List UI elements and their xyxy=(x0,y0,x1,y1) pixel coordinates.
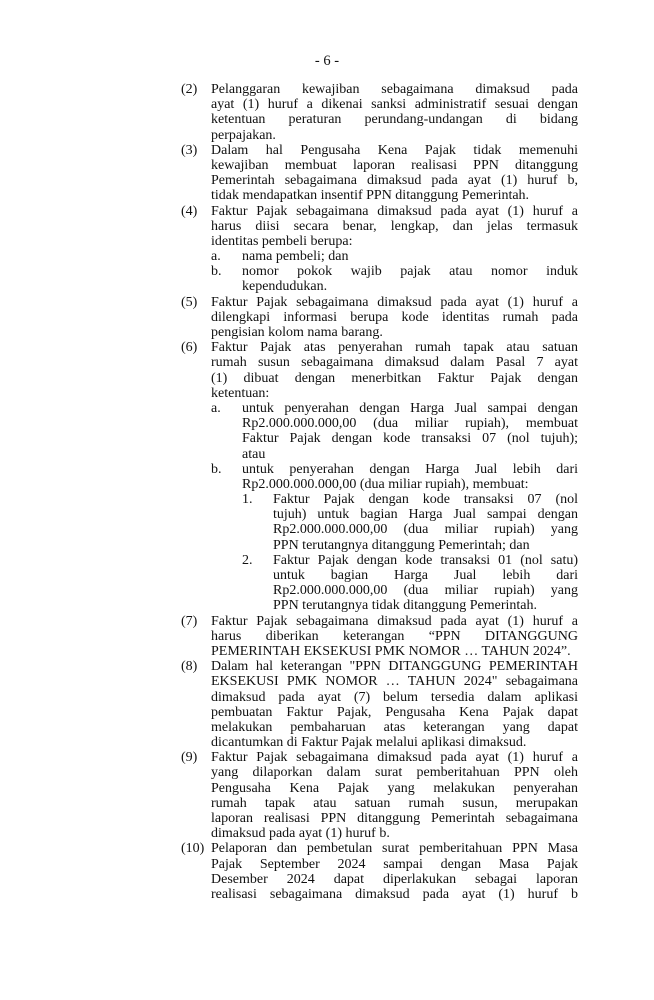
sub-item xyxy=(211,462,578,614)
item-label: (8) xyxy=(181,659,198,675)
text-line: laporan realisasi PPN ditanggung Pemerintah sebagaimana xyxy=(211,811,578,826)
paragraph-item xyxy=(181,340,578,613)
paragraph-item xyxy=(181,659,578,750)
paragraph-item xyxy=(181,295,578,341)
item-label: (5) xyxy=(181,294,198,310)
text-line: Faktur Pajak dengan kode transaksi 01 (nol satu) xyxy=(273,552,578,568)
document-body xyxy=(181,82,578,902)
item-label: (2) xyxy=(181,82,198,97)
text-line: Dalam hal keterangan "PPN DITANGGUNG PEMERINTAH xyxy=(211,659,578,675)
text-line: nomor pokok wajib pajak atau nomor induk xyxy=(242,264,578,280)
item-label: (3) xyxy=(181,142,198,158)
text-line: Dalam hal Pengusaha Kena Pajak tidak memenuhi xyxy=(211,142,578,158)
text-line: kewajiban membuat laporan realisasi PPN ditanggung xyxy=(211,157,578,173)
text-line: tujuh) untuk bagian Harga Jual sampai dengan xyxy=(273,507,578,523)
text-line: Pengusaha Kena Pajak yang melakukan penyerahan xyxy=(211,780,578,796)
text-line: nama pembeli; dan xyxy=(242,249,349,265)
text-line: realisasi sebagaimana dimaksud pada ayat (1) huruf b xyxy=(211,886,578,902)
text-line: Rp2.000.000.000,00 (dua miliar rupiah), membuat: xyxy=(242,476,529,492)
text-line: Faktur Pajak atas penyerahan rumah tapak atau satuan xyxy=(211,340,578,356)
item-label: a. xyxy=(211,249,221,265)
item-label: (7) xyxy=(181,613,198,629)
text-line: ayat (1) huruf a dikenai sanksi administratif sesuai dengan xyxy=(211,97,578,113)
text-line: Faktur Pajak sebagaimana dimaksud pada ayat (1) huruf a xyxy=(211,203,578,219)
text-line: tidak mendapatkan insentif PPN ditanggung Pemerintah. xyxy=(211,188,530,204)
paragraph-item xyxy=(181,614,578,660)
item-label: (10) xyxy=(181,841,205,857)
text-line: EKSEKUSI PMK NOMOR … TAHUN 2024" sebagaimana xyxy=(211,674,578,690)
paragraph-item xyxy=(181,82,578,143)
text-line: harus diberikan keterangan “PPN DITANGGUNG xyxy=(211,628,578,644)
text-line: kependudukan. xyxy=(242,279,328,295)
sub-item xyxy=(211,264,578,294)
paragraph-item xyxy=(181,841,578,902)
text-line: Pelanggaran kewajiban sebagaimana dimaksud pada xyxy=(211,82,578,97)
text-line: rumah tapak atau satuan rumah susun, merupakan xyxy=(211,795,578,811)
text-line: (1) dibuat dengan menerbitkan Faktur Pajak dengan xyxy=(211,370,578,386)
item-label: b. xyxy=(211,264,222,280)
text-line: atau xyxy=(242,446,266,462)
paragraph-item xyxy=(181,750,578,841)
text-line: untuk bagian Harga Jual lebih dari xyxy=(273,568,578,583)
text-line: Faktur Pajak sebagaimana dimaksud pada ayat (1) huruf a xyxy=(211,750,578,766)
text-line: Faktur Pajak sebagaimana dimaksud pada ayat (1) huruf a xyxy=(211,613,578,629)
item-label: a. xyxy=(211,400,221,416)
text-line: Faktur Pajak dengan kode transaksi 07 (nol tujuh); xyxy=(242,431,578,447)
sub-item xyxy=(211,401,578,462)
text-line: ketentuan peraturan perundang-undangan di bidang xyxy=(211,112,578,128)
text-line: dicantumkan di Faktur Pajak melalui aplikasi dimaksud. xyxy=(211,735,527,751)
text-line: Pelaporan dan pembetulan surat pemberitahuan PPN Masa xyxy=(211,841,578,857)
text-line: Faktur Pajak sebagaimana dimaksud pada ayat (1) huruf a xyxy=(211,294,578,310)
text-line: Rp2.000.000.000,00 (dua miliar rupiah) yang xyxy=(273,583,578,599)
text-line: PPN terutangnya tidak ditanggung Pemerintah. xyxy=(273,598,538,614)
sub-item xyxy=(242,553,578,614)
paragraph-item xyxy=(181,143,578,204)
text-line: Pajak September 2024 sampai dengan Masa Pajak xyxy=(211,856,578,872)
sub-item xyxy=(242,492,578,553)
text-line: identitas pembeli berupa: xyxy=(211,233,353,249)
text-line: dimaksud pada ayat (7) belum tersedia dalam aplikasi xyxy=(211,689,578,705)
page-number: - 6 - xyxy=(314,53,340,69)
item-label: (4) xyxy=(181,203,198,219)
text-line: dilengkapi informasi berupa kode identitas rumah pada xyxy=(211,309,578,325)
text-line: dimaksud pada ayat (1) huruf b. xyxy=(211,826,390,842)
item-label: (9) xyxy=(181,750,198,766)
text-line: Pemerintah sebagaimana dimaksud pada ayat (1) huruf b, xyxy=(211,173,578,189)
item-label: (6) xyxy=(181,340,198,356)
text-line: untuk penyerahan dengan Harga Jual lebih dari xyxy=(242,461,578,477)
text-line: Rp2.000.000.000,00 (dua miliar rupiah), membuat xyxy=(242,416,578,432)
text-line: yang dilaporkan dalam surat pemberitahuan PPN oleh xyxy=(211,765,578,781)
item-label: b. xyxy=(211,461,222,477)
sub-item xyxy=(211,249,578,264)
text-line: harus diisi secara benar, lengkap, dan jelas termasuk xyxy=(211,218,578,234)
text-line: Rp2.000.000.000,00 (dua miliar rupiah) yang xyxy=(273,522,578,538)
text-line: melakukan pembaharuan atas keterangan yang dapat xyxy=(211,719,578,735)
text-line: PPN terutangnya ditanggung Pemerintah; dan xyxy=(273,537,530,553)
text-line: untuk penyerahan dengan Harga Jual sampai dengan xyxy=(242,400,578,416)
paragraph-item xyxy=(181,204,578,295)
text-line: pembuatan Faktur Pajak, Pengusaha Kena Pajak dapat xyxy=(211,704,578,720)
text-line: ketentuan: xyxy=(211,385,270,401)
text-line: pengisian kolom nama barang. xyxy=(211,325,383,340)
item-label: 2. xyxy=(242,552,253,568)
text-line: PEMERINTAH EKSEKUSI PMK NOMOR … TAHUN 2024”. xyxy=(211,643,571,659)
text-line: Faktur Pajak dengan kode transaksi 07 (nol xyxy=(273,492,578,508)
text-line: Desember 2024 dapat diperlakukan sebagai laporan xyxy=(211,871,578,887)
text-line: rumah susun sebagaimana dimaksud dalam Pasal 7 ayat xyxy=(211,355,578,371)
item-label: 1. xyxy=(242,492,253,508)
text-line: perpajakan. xyxy=(211,127,276,143)
